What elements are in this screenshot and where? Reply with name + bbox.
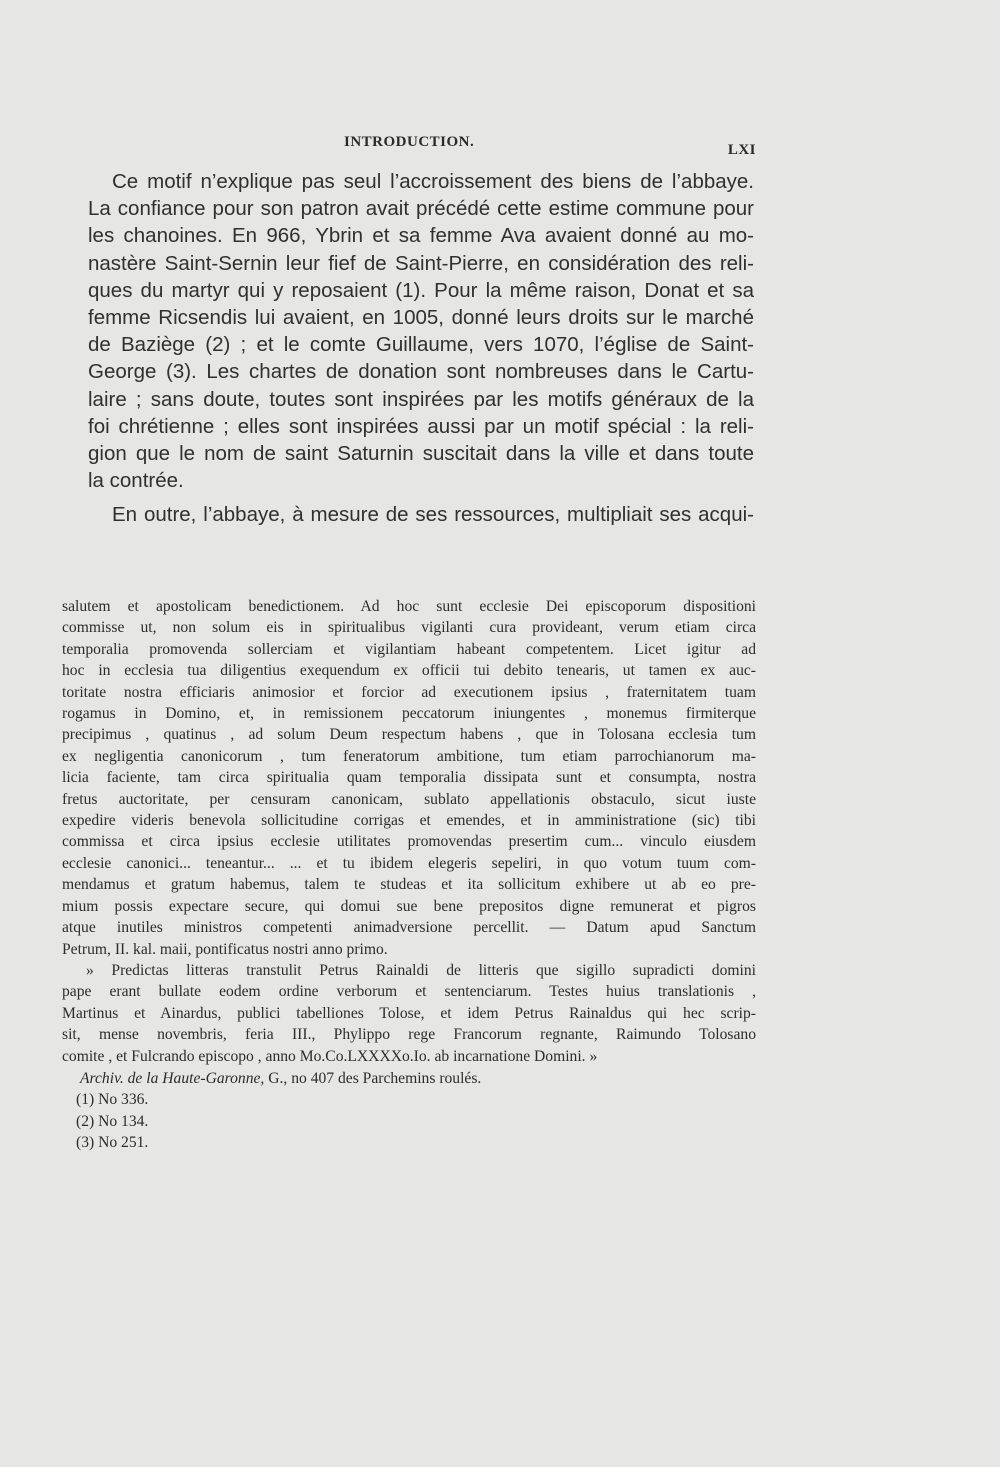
note-line: licia faciente, tam circa spiritualia quam temporalia dissipata sunt et consumpta, nostra [62, 769, 756, 787]
archive-source [62, 1068, 756, 1089]
note-line: mendamus et gratum habemus, talem te studeas et ita sollicitum exhibere ut ab eo pre- [62, 876, 756, 894]
translation-note [62, 960, 756, 1067]
text-line: Ce motif n’explique pas seul l’accroissement des biens de l’abbaye. [112, 170, 754, 193]
text-line: femme Ricsendis lui avaient, en 1005, donné leurs droits sur le marché [88, 306, 754, 330]
text-line: George (3). Les chartes de donation sont nombreuses dans le Cartu- [88, 360, 754, 384]
text-line: La confiance pour son patron avait précédé cette estime commune pour [88, 197, 754, 221]
main-text [64, 168, 754, 529]
text-line: foi chrétienne ; elles sont inspirées aussi par un motif spécial : la reli- [88, 414, 754, 438]
footnote: (3) No 251. [76, 1134, 149, 1152]
note-line: rogamus in Domino, et, in remissionem peccatorum iniungentes , monemus firmiterque [62, 705, 756, 723]
text-line: nastère Saint-Sernin leur fief de Saint-Pierre, en considération des reli- [88, 251, 754, 275]
note-line: comite , et Fulcrando episcopo , anno Mo.Co.LXXXXo.Io. ab incarnatione Domini. » [62, 1047, 598, 1065]
text-line: laire ; sans doute, toutes sont inspirées par les motifs généraux de la [88, 387, 754, 411]
note-line: mium possis expectare secure, qui domui sue bene prepositos digne remunerat et pigros [62, 897, 756, 915]
note-line: toritate nostra efficiaris animosior et forcior ad executionem ipsius , fraternitatem tuam [62, 683, 756, 701]
note-line: pape erant bullate eodem ordine verborum et sentenciarum. Testes huius translationis , [62, 983, 756, 1001]
footnote: (1) No 336. [76, 1091, 149, 1109]
paragraph-1 [64, 168, 754, 494]
note-line: fretus auctoritate, per censuram canonicam, sublato appellationis obstaculo, sicut iuste [62, 790, 756, 808]
text-line: ques du martyr qui y reposaient (1). Pour la même raison, Donat et sa [88, 278, 754, 302]
note-line: Petrum, II. kal. maii, pontificatus nostri anno primo. [62, 940, 388, 958]
note-line: atque inutiles ministros competenti animadversione percellit. — Datum apud Sanctum [62, 919, 756, 937]
note-line: precipimus , quatinus , ad solum Deum respectum habens , que in Tolosana ecclesia tum [62, 726, 756, 744]
page-header [62, 134, 764, 164]
text-line: de Baziège (2) ; et le comte Guillaume, vers 1070, l’église de Saint- [88, 333, 754, 357]
note-line: sit, mense novembris, feria III., Phylippo rege Francorum regnante, Raimundo Tolosano [62, 1026, 756, 1044]
text-line: En outre, l’abbaye, à mesure de ses ressources, multipliait ses acqui- [112, 503, 754, 527]
archive-source-rest: G., no 407 des Parchemins roulés. [264, 1069, 482, 1087]
running-title: INTRODUCTION. [344, 134, 475, 150]
quoted-charter [62, 596, 756, 960]
note-line: ecclesie canonici... teneantur... ... et tu ibidem elegeris sepeliri, in quo votum tuum com- [62, 854, 756, 872]
note-line: hoc in ecclesia tua diligentius exequendum ex officii tui debito tenearis, ut tamen ex auc- [62, 662, 756, 680]
page-number: LXI [727, 142, 756, 158]
note-line: commisse ut, non solum eis in spiritualibus vigilanti cura provideant, verum etiam circa [62, 619, 756, 637]
footnotes-section [62, 596, 756, 1154]
note-line: temporalia promovenda sollerciam et vigilantiam habeant competentem. Licet igitur ad [62, 640, 756, 658]
text-line: la contrée. [88, 469, 184, 493]
note-line: expedire videris benevola sollicitudine corrigas et emendes, et in amministratione (sic) tibi [62, 812, 756, 830]
text-line: les chanoines. En 966, Ybrin et sa femme Ava avaient donné au mo- [88, 224, 754, 248]
footnote: (2) No 134. [76, 1112, 149, 1130]
note-line: » Predictas litteras transtulit Petrus Rainaldi de litteris que sigillo supradicti domini [86, 961, 756, 979]
note-line: Martinus et Ainardus, publici tabelliones Tolose, et idem Petrus Rainaldus qui hec scrip- [62, 1004, 756, 1022]
note-line: salutem et apostolicam benedictionem. Ad hoc sunt ecclesie Dei episcoporum dispositioni [62, 598, 756, 615]
note-line: ex negligentia canonicorum , tum feneratorum ambitione, tum etiam parrochianorum ma- [62, 747, 756, 765]
text-line: gion que le nom de saint Saturnin suscitait dans la ville et dans toute [88, 442, 754, 466]
archive-source-italic: Archiv. de la Haute-Garonne, [80, 1069, 265, 1087]
note-line: commissa et circa ipsius ecclesie utilitates promovendas presertim cum... vinculo eiusdem [62, 833, 756, 851]
paragraph-2 [64, 501, 754, 528]
